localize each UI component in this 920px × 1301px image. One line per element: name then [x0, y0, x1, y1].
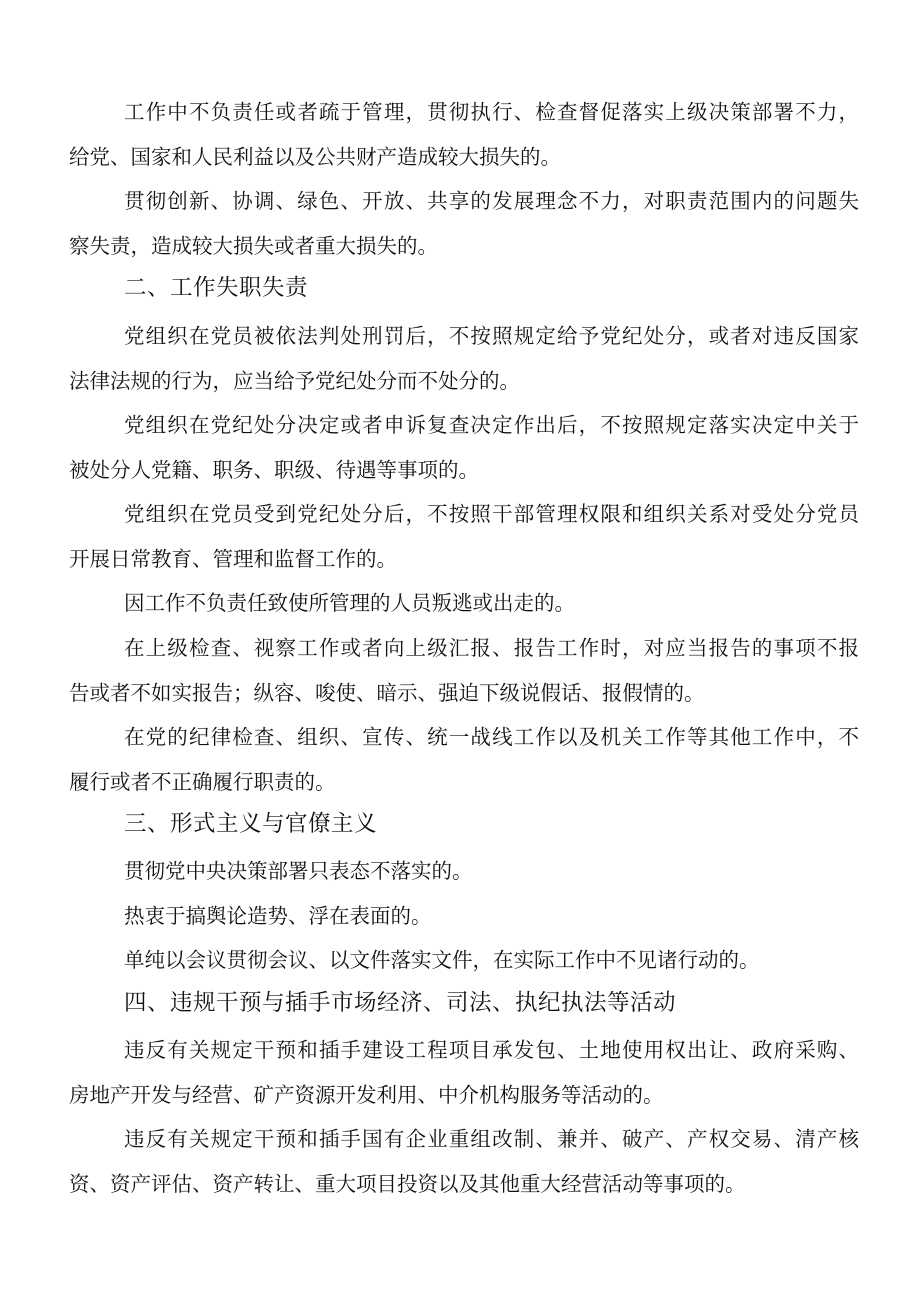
paragraph-line: 法律法规的行为，应当给予党纪处分而不处分的。 — [69, 369, 520, 393]
paragraph-line: 贯彻创新、协调、绿色、开放、共享的发展理念不力，对职责范围内的问题失 — [124, 189, 859, 213]
paragraph-line: 房地产开发与经营、矿产资源开发利用、中介机构服务等活动的。 — [69, 1083, 664, 1107]
paragraph-line: 开展日常教育、管理和监督工作的。 — [69, 547, 397, 571]
paragraph-line: 单纯以会议贯彻会议、以文件落实文件，在实际工作中不见诸行动的。 — [124, 948, 760, 972]
paragraph-line: 因工作不负责任致使所管理的人员叛逃或出走的。 — [124, 591, 575, 615]
paragraph-line: 在上级检查、视察工作或者向上级汇报、报告工作时，对应当报告的事项不报 — [124, 636, 859, 660]
paragraph-line: 热衷于搞舆论造势、浮在表面的。 — [124, 904, 432, 928]
paragraph-line: 资、资产评估、资产转让、重大项目投资以及其他重大经营活动等事项的。 — [69, 1172, 746, 1196]
paragraph-line: 违反有关规定干预和插手建设工程项目承发包、土地使用权出让、政府采购、 — [124, 1038, 859, 1062]
paragraph-line: 违反有关规定干预和插手国有企业重组改制、兼并、破产、产权交易、清产核 — [124, 1127, 859, 1151]
paragraph-line: 党组织在党纪处分决定或者申诉复查决定作出后，不按照规定落实决定中关于 — [124, 413, 859, 437]
paragraph-line: 察失责，造成较大损失或者重大损失的。 — [69, 234, 438, 258]
section-heading: 二、工作失职失责 — [124, 275, 309, 301]
paragraph-line: 履行或者不正确履行职责的。 — [69, 770, 336, 794]
paragraph-line: 党组织在党员被依法判处刑罚后，不按照规定给予党纪处分，或者对违反国家 — [124, 324, 859, 348]
paragraph-line: 被处分人党籍、职务、职级、待遇等事项的。 — [69, 458, 479, 482]
paragraph-line: 党组织在党员受到党纪处分后，不按照干部管理权限和组织关系对受处分党员 — [124, 502, 859, 526]
paragraph-line: 告或者不如实报告；纵容、唆使、暗示、强迫下级说假话、报假情的。 — [69, 681, 705, 705]
paragraph-line: 贯彻党中央决策部署只表态不落实的。 — [124, 859, 473, 883]
section-heading: 三、形式主义与官僚主义 — [124, 811, 378, 837]
paragraph-line: 在党的纪律检查、组织、宣传、统一战线工作以及机关工作等其他工作中，不 — [124, 725, 859, 749]
section-heading: 四、违规干预与插手市场经济、司法、执纪执法等活动 — [124, 990, 677, 1016]
paragraph-line: 工作中不负责任或者疏于管理，贯彻执行、检查督促落实上级决策部署不力， — [124, 100, 859, 124]
paragraph-line: 给党、国家和人民利益以及公共财产造成较大损失的。 — [69, 145, 561, 169]
